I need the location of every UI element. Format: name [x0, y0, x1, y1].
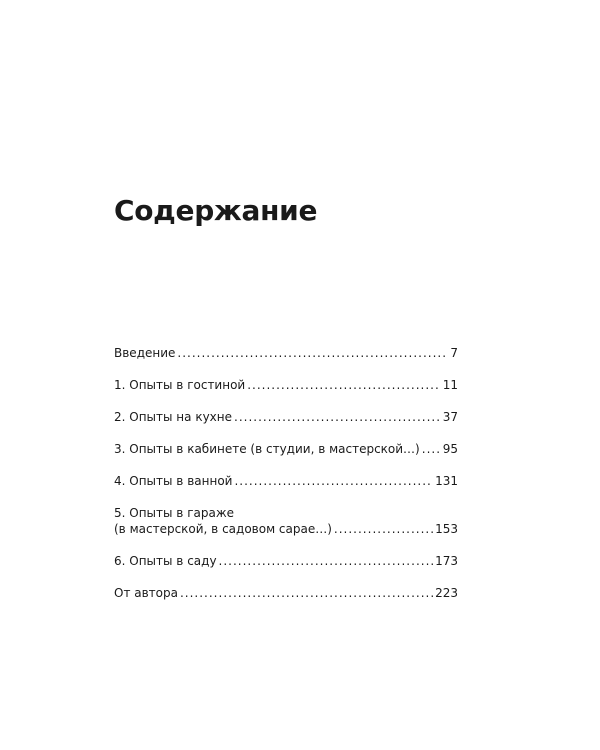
toc-page-number: 131 [435, 474, 458, 488]
toc-entry-intro [114, 345, 458, 361]
page-title: Содержание [114, 194, 318, 227]
toc-page-number: 223 [435, 586, 458, 600]
toc-entry-chapter-5 [114, 505, 458, 537]
toc-page-number: 11 [442, 378, 458, 392]
toc-entry-title: 6. Опыты в саду [114, 554, 217, 568]
toc-leader-dots [422, 441, 441, 457]
toc-entry-title: 5. Опыты в гараже [114, 506, 235, 520]
toc-leader-dots [177, 345, 448, 361]
toc-entry-chapter-4 [114, 473, 458, 489]
toc-page-number: 95 [442, 442, 458, 456]
toc-entry-title: 4. Опыты в ванной [114, 474, 233, 488]
toc-entry-title: От автора [114, 586, 178, 600]
toc-leader-dots [180, 585, 433, 601]
toc-leader-dots [247, 377, 441, 393]
toc-entry-chapter-1 [114, 377, 458, 393]
toc-entry-title: Введение [114, 346, 176, 360]
toc-leader-dots [234, 473, 433, 489]
toc-entry-author [114, 585, 458, 601]
toc-leader-dots [219, 553, 434, 569]
toc-page-number: 7 [450, 346, 458, 360]
toc-entry-title: 1. Опыты в гостиной [114, 378, 246, 392]
table-of-contents [114, 345, 458, 617]
toc-entry-chapter-6 [114, 553, 458, 569]
toc-page-number: 37 [442, 410, 458, 424]
toc-leader-dots [334, 521, 433, 537]
toc-leader-dots [234, 409, 441, 425]
toc-entry-title: 2. Опыты на кухне [114, 410, 233, 424]
toc-page-number: 153 [435, 522, 458, 536]
toc-entry-chapter-3 [114, 441, 458, 457]
toc-page-number: 173 [435, 554, 458, 568]
toc-entry-chapter-2 [114, 409, 458, 425]
toc-entry-subtitle: (в мастерской, в садовом сарае…) [114, 522, 332, 536]
toc-entry-title: 3. Опыты в кабинете (в студии, в мастерской…) [114, 442, 420, 456]
